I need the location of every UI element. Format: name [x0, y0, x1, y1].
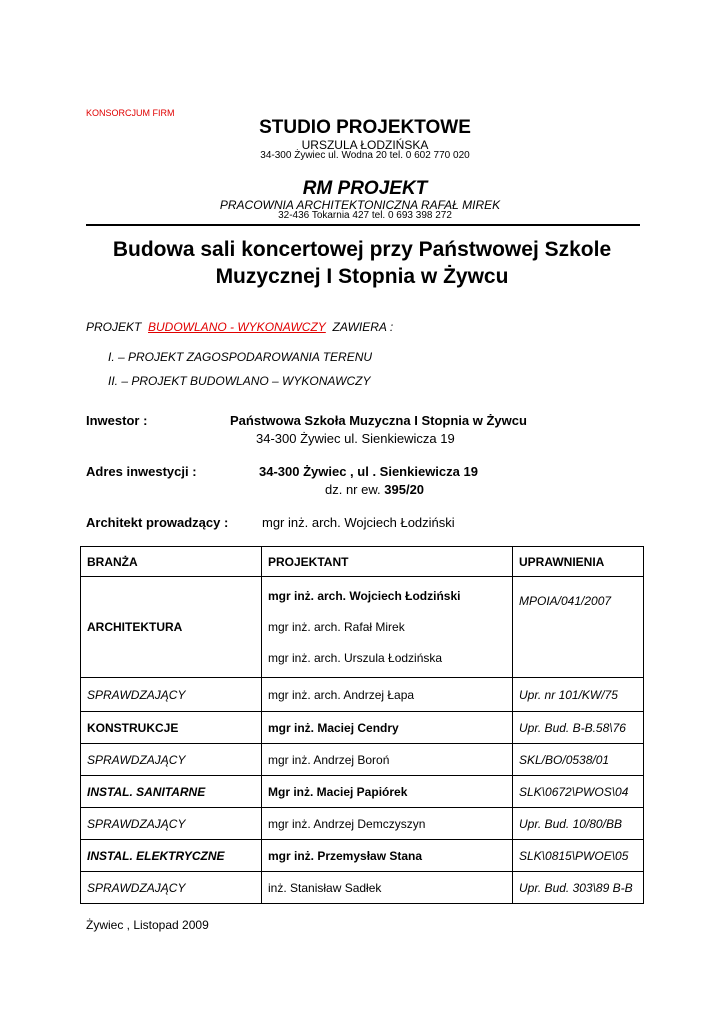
- document-title: [0, 236, 724, 290]
- arch-name-1: mgr inż. arch. Wojciech Łodziński: [268, 588, 461, 603]
- projektant-cell: mgr inż. Maciej Cendry: [262, 712, 513, 744]
- architektura-names: [262, 577, 513, 678]
- contents-item-1: I. – PROJEKT ZAGOSPODAROWANIA TERENU: [108, 350, 373, 364]
- contents-item-2: II. – PROJEKT BUDOWLANO – WYKONAWCZY: [108, 374, 371, 388]
- table-row: [81, 872, 644, 904]
- header-divider: [86, 224, 640, 226]
- studio-owner: URSZULA ŁODZIŃSKA: [301, 138, 429, 152]
- dz-number: 395/20: [384, 482, 425, 497]
- projektant-cell: mgr inż. Andrzej Boroń: [262, 744, 513, 776]
- branza-architektura: ARCHITEKTURA: [81, 577, 262, 678]
- table-row: [81, 678, 644, 712]
- studio-address: 34-300 Żywiec ul. Wodna 20 tel. 0 602 770 020: [260, 150, 470, 161]
- projektant-cell: inż. Stanisław Sadłek: [262, 872, 513, 904]
- header-branza: BRANŻA: [81, 547, 262, 577]
- arch-name-3: mgr inż. arch. Urszula Łodzińska: [268, 650, 443, 665]
- header-projektant: PROJEKTANT: [262, 547, 513, 577]
- table-header-row: [81, 547, 644, 577]
- projekt-type: BUDOWLANO - WYKONAWCZY: [148, 320, 326, 334]
- branza-cell: SPRAWDZAJĄCY: [81, 808, 262, 840]
- konsorcjum-label: KONSORCJUM FIRM: [86, 108, 175, 118]
- table-row: [81, 712, 644, 744]
- branza-cell: SPRAWDZAJĄCY: [81, 872, 262, 904]
- inwestor-name: Państwowa Szkoła Muzyczna I Stopnia w Żywcu: [230, 413, 527, 428]
- uprawnienia-cell: Upr. Bud. B-B.58\76: [513, 712, 644, 744]
- branza-cell: INSTAL. SANITARNE: [81, 776, 262, 808]
- title-line-2: Muzycznej I Stopnia w Żywcu: [215, 265, 509, 288]
- designers-table: [80, 546, 644, 904]
- uprawnienia-cell: Upr. Bud. 10/80/BB: [513, 808, 644, 840]
- adres-value: 34-300 Żywiec , ul . Sienkiewicza 19: [259, 464, 478, 479]
- architekt-label: Architekt prowadzący :: [86, 515, 229, 530]
- projekt-suffix: ZAWIERA :: [332, 320, 394, 334]
- uprawnienia-cell: Upr. nr 101/KW/75: [513, 678, 644, 712]
- inwestor-label: Inwestor :: [86, 413, 148, 428]
- projekt-prefix: PROJEKT: [86, 320, 142, 334]
- branza-cell: KONSTRUKCJE: [81, 712, 262, 744]
- table-row: [81, 840, 644, 872]
- uprawnienia-architektura: MPOIA/041/2007: [513, 577, 644, 678]
- uprawnienia-cell: Upr. Bud. 303\89 B-B: [513, 872, 644, 904]
- projektant-cell: Mgr inż. Maciej Papiórek: [262, 776, 513, 808]
- table-row: [81, 808, 644, 840]
- uprawnienia-cell: SLK\0672\PWOS\04: [513, 776, 644, 808]
- table-row-architektura: [81, 577, 644, 678]
- table-row: [81, 776, 644, 808]
- rm-subtitle: PRACOWNIA ARCHITEKTONICZNA RAFAŁ MIREK: [219, 198, 501, 212]
- header-uprawnienia: UPRAWNIENIA: [513, 547, 644, 577]
- dz-prefix: dz. nr ew.: [325, 482, 381, 497]
- place-date: Żywiec , Listopad 2009: [86, 918, 209, 932]
- branza-cell: INSTAL. ELEKTRYCZNE: [81, 840, 262, 872]
- uprawnienia-cell: SKL/BO/0538/01: [513, 744, 644, 776]
- rm-title: RM PROJEKT: [302, 178, 428, 199]
- branza-cell: SPRAWDZAJĄCY: [81, 744, 262, 776]
- uprawnienia-cell: SLK\0815\PWOE\05: [513, 840, 644, 872]
- dz-line: [325, 482, 424, 497]
- architekt-value: mgr inż. arch. Wojciech Łodziński: [262, 515, 455, 530]
- title-line-1: Budowa sali koncertowej przy Państwowej Szkole: [112, 238, 612, 261]
- studio-title: STUDIO PROJEKTOWE: [259, 117, 471, 138]
- table-row: [81, 744, 644, 776]
- projekt-line: [86, 320, 393, 334]
- adres-label: Adres inwestycji :: [86, 464, 197, 479]
- projektant-cell: mgr inż. Andrzej Demczyszyn: [262, 808, 513, 840]
- inwestor-address: 34-300 Żywiec ul. Sienkiewicza 19: [256, 431, 455, 446]
- rm-address: 32-436 Tokarnia 427 tel. 0 693 398 272: [278, 210, 452, 221]
- projektant-cell: mgr inż. arch. Andrzej Łapa: [262, 678, 513, 712]
- arch-name-2: mgr inż. arch. Rafał Mirek: [268, 619, 405, 634]
- projektant-cell: mgr inż. Przemysław Stana: [262, 840, 513, 872]
- branza-cell: SPRAWDZAJĄCY: [81, 678, 262, 712]
